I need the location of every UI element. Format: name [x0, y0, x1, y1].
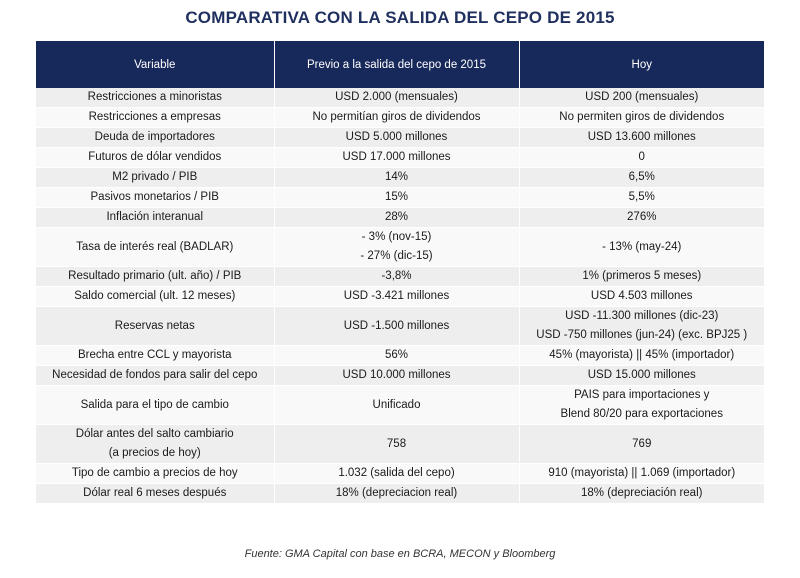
table-row	[36, 88, 764, 108]
cell-text: Restricciones a minoristas	[87, 91, 222, 103]
cell-text: USD 17.000 millones	[342, 151, 451, 163]
cell-previo	[274, 188, 519, 208]
table-row	[36, 464, 764, 484]
cell-hoy	[519, 425, 764, 464]
cell-variable	[36, 287, 274, 307]
cell-text: USD 2.000 (mensuales)	[335, 91, 458, 103]
cell-text: 18% (depreciacion real)	[335, 487, 458, 499]
cell-hoy	[519, 88, 764, 108]
cell-hoy	[519, 148, 764, 168]
cell-text: USD 15.000 millones	[587, 369, 696, 381]
cell-previo	[274, 228, 519, 267]
table-row	[36, 425, 764, 464]
cell-previo	[274, 464, 519, 484]
table-row	[36, 267, 764, 287]
cell-text: Salida para el tipo de cambio	[80, 398, 229, 411]
cell-previo	[274, 148, 519, 168]
cell-variable	[36, 346, 274, 366]
cell-text: Restricciones a empresas	[88, 111, 221, 123]
cell-text: Deuda de importadores	[94, 131, 215, 143]
cell-variable	[36, 425, 274, 464]
table-row	[36, 287, 764, 307]
cell-variable	[36, 386, 274, 425]
cell-text: 56%	[384, 349, 409, 361]
cell-previo	[274, 287, 519, 307]
cell-hoy	[519, 168, 764, 188]
cell-hoy	[519, 208, 764, 228]
cell-text: Inflación interanual	[106, 211, 204, 223]
table-row	[36, 307, 764, 346]
cell-variable	[36, 128, 274, 148]
cell-variable	[36, 88, 274, 108]
table-row	[36, 168, 764, 188]
cell-text: Dólar real 6 meses después	[83, 487, 227, 499]
cell-text: USD 200 (mensuales)	[585, 91, 699, 103]
table-row	[36, 148, 764, 168]
cell-text: USD -750 millones (jun-24) (exc. BPJ25 )	[536, 329, 748, 341]
cell-hoy	[519, 228, 764, 267]
cell-text: 5,5%	[628, 191, 655, 203]
comparison-table	[36, 41, 764, 504]
cell-text: Necesidad de fondos para salir del cepo	[52, 369, 258, 381]
cell-text: Brecha entre CCL y mayorista	[77, 349, 232, 361]
cell-previo	[274, 346, 519, 366]
table-body	[36, 88, 764, 504]
cell-text: (a precios de hoy)	[108, 447, 201, 459]
table-row	[36, 128, 764, 148]
cell-variable	[36, 267, 274, 287]
cell-variable	[36, 464, 274, 484]
cell-hoy	[519, 188, 764, 208]
cell-previo	[274, 386, 519, 425]
cell-text: Tipo de cambio a precios de hoy	[71, 467, 238, 479]
cell-previo	[274, 128, 519, 148]
page-title: COMPARATIVA CON LA SALIDA DEL CEPO DE 2015	[185, 8, 615, 27]
table-header	[36, 41, 764, 88]
cell-text: USD -1.500 millones	[343, 319, 450, 332]
cell-text: - 3% (nov-15)	[361, 231, 432, 243]
cell-text: 0	[638, 151, 645, 163]
cell-previo	[274, 425, 519, 464]
source-note: Fuente: GMA Capital con base en BCRA, MECON y Bloomberg	[244, 548, 556, 560]
cell-text: M2 privado / PIB	[112, 171, 198, 183]
cell-text: Blend 80/20 para exportaciones	[560, 408, 723, 420]
table-row	[36, 366, 764, 386]
cell-hoy	[519, 108, 764, 128]
table-row	[36, 346, 764, 366]
cell-previo	[274, 208, 519, 228]
cell-hoy	[519, 464, 764, 484]
cell-text: Saldo comercial (ult. 12 meses)	[74, 290, 236, 302]
cell-text: 769	[632, 437, 652, 450]
cell-text: 15%	[384, 191, 409, 203]
cell-hoy	[519, 287, 764, 307]
cell-variable	[36, 484, 274, 504]
cell-variable	[36, 228, 274, 267]
cell-text: Unificado	[372, 398, 421, 411]
cell-text: USD 4.503 millones	[590, 290, 693, 302]
cell-variable	[36, 188, 274, 208]
cell-text: No permitían giros de dividendos	[312, 111, 481, 123]
cell-text: No permiten giros de dividendos	[559, 111, 725, 123]
cell-hoy	[519, 386, 764, 425]
cell-hoy	[519, 307, 764, 346]
cell-text: 6,5%	[628, 171, 655, 183]
cell-text: Resultado primario (ult. año) / PIB	[68, 270, 242, 282]
cell-previo	[274, 307, 519, 346]
cell-text: Futuros de dólar vendidos	[88, 151, 222, 163]
cell-text: USD 5.000 millones	[345, 131, 448, 143]
cell-text: Dólar antes del salto cambiario	[75, 428, 234, 440]
cell-hoy	[519, 484, 764, 504]
cell-previo	[274, 108, 519, 128]
table-row	[36, 484, 764, 504]
table-row	[36, 208, 764, 228]
cell-text: 758	[386, 437, 407, 450]
cell-text: USD -3.421 millones	[343, 290, 450, 302]
table-row	[36, 108, 764, 128]
cell-text: -3,8%	[381, 270, 412, 282]
cell-text: 1% (primeros 5 meses)	[582, 270, 702, 282]
cell-text: 910 (mayorista) || 1.069 (importador)	[548, 467, 736, 479]
cell-text: - 13% (may-24)	[602, 240, 682, 253]
cell-hoy	[519, 346, 764, 366]
header-hoy: Hoy	[519, 41, 764, 88]
cell-text: USD 10.000 millones	[342, 369, 451, 381]
cell-variable	[36, 108, 274, 128]
cell-previo	[274, 484, 519, 504]
cell-text: Reservas netas	[114, 319, 195, 332]
cell-variable	[36, 148, 274, 168]
cell-variable	[36, 307, 274, 346]
cell-previo	[274, 88, 519, 108]
table-row	[36, 188, 764, 208]
cell-variable	[36, 168, 274, 188]
cell-variable	[36, 366, 274, 386]
cell-hoy	[519, 366, 764, 386]
cell-hoy	[519, 267, 764, 287]
cell-hoy	[519, 128, 764, 148]
cell-variable	[36, 208, 274, 228]
cell-text: USD 13.600 millones	[587, 131, 696, 143]
cell-text: 28%	[384, 211, 409, 223]
cell-previo	[274, 366, 519, 386]
cell-text: Tasa de interés real (BADLAR)	[76, 240, 234, 253]
table-row	[36, 386, 764, 425]
cell-text: - 27% (dic-15)	[360, 250, 433, 262]
cell-previo	[274, 267, 519, 287]
header-variable: Variable	[36, 41, 274, 88]
header-previo: Previo a la salida del cepo de 2015	[274, 41, 519, 88]
cell-text: 276%	[627, 211, 657, 223]
cell-previo	[274, 168, 519, 188]
table-row	[36, 228, 764, 267]
cell-text: 1.032 (salida del cepo)	[338, 467, 455, 479]
cell-text: USD -11.300 millones (dic-23)	[565, 310, 719, 322]
cell-text: PAIS para importaciones y	[574, 389, 710, 401]
cell-text: Pasivos monetarios / PIB	[90, 191, 219, 203]
cell-text: 18% (depreciación real)	[581, 487, 703, 499]
cell-text: 45% (mayorista) || 45% (importador)	[549, 349, 735, 361]
cell-text: 14%	[384, 171, 409, 183]
